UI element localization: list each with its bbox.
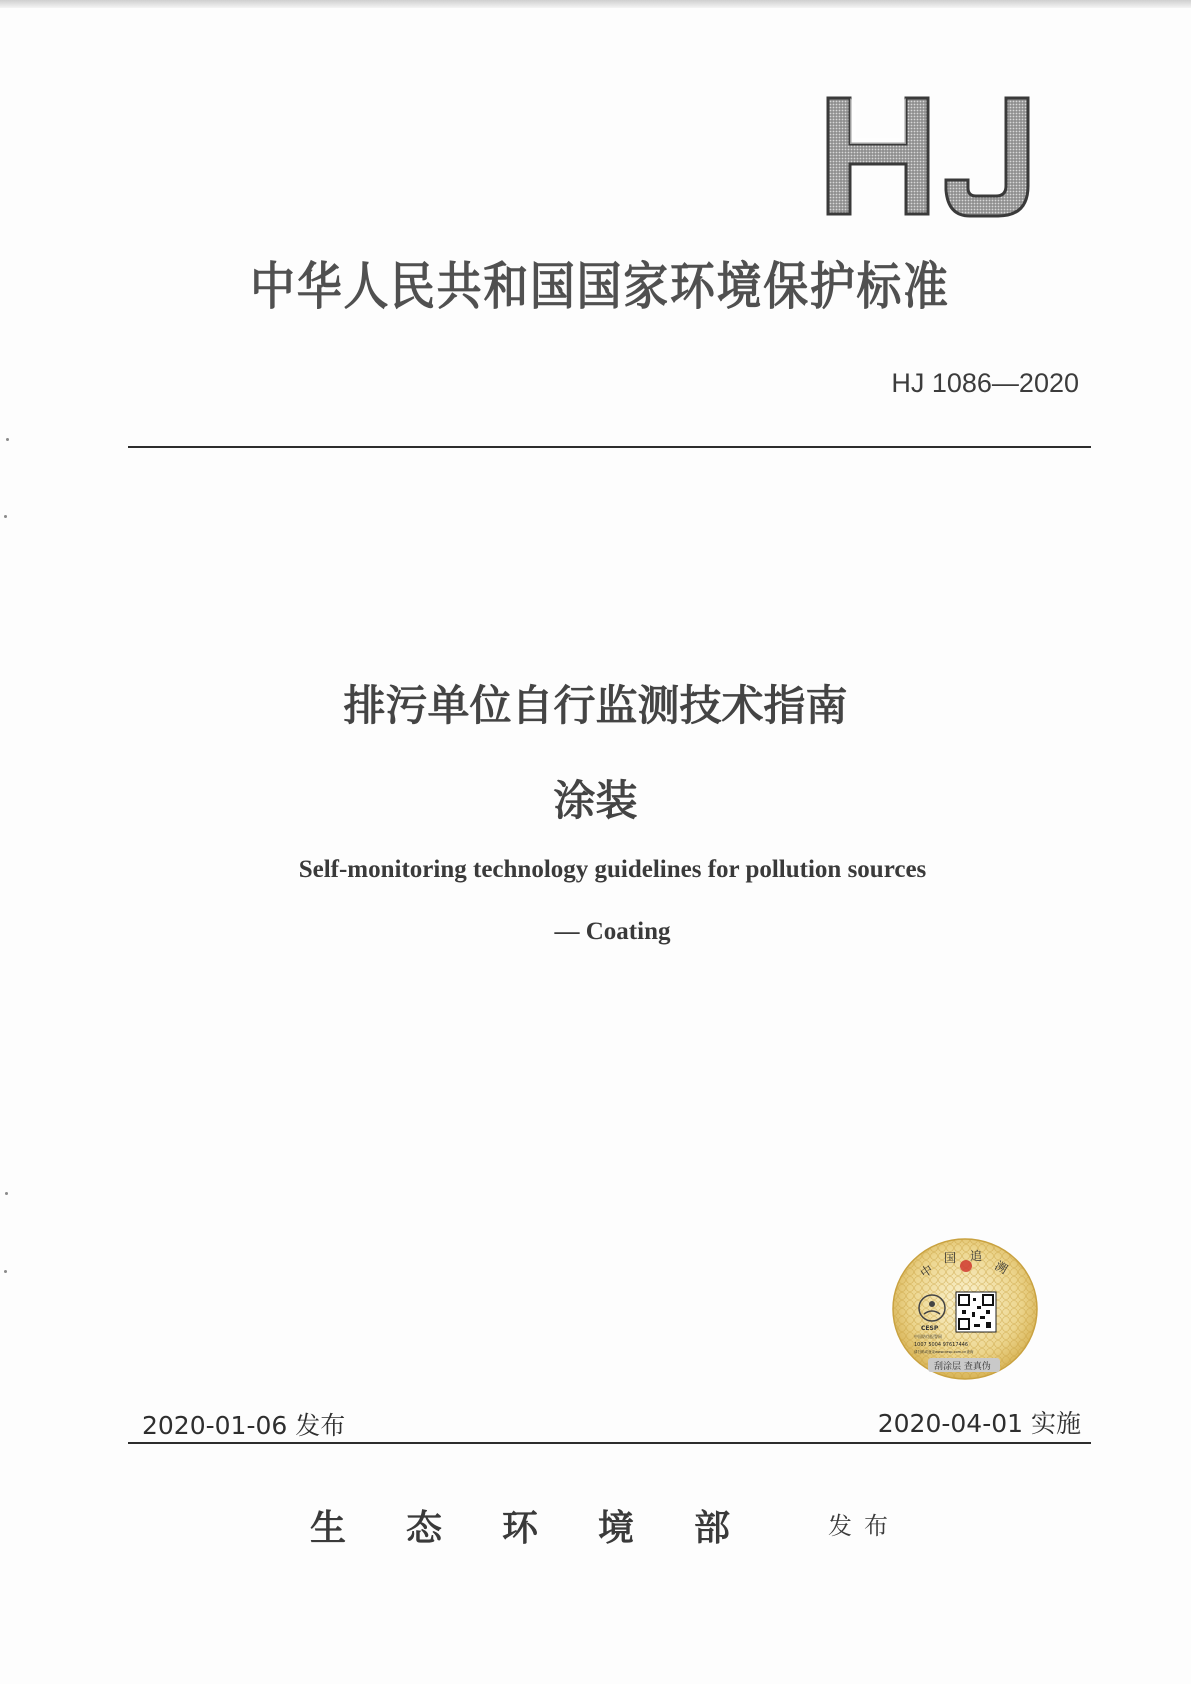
standard-number: HJ 1086—2020 <box>891 368 1079 398</box>
hj-logo <box>820 94 1060 220</box>
issuing-ministry: 生态环境部 <box>310 1507 791 1549</box>
issuer-suffix: 发布 <box>828 1512 900 1540</box>
standard-category-title: 中华人民共和国国家环境保护标准 <box>250 257 950 317</box>
anti-counterfeit-seal <box>890 1236 1040 1382</box>
bottom-divider <box>128 1442 1091 1444</box>
svg-text:1007 5004 97617446: 1007 5004 97617446 <box>914 1342 969 1348</box>
effective-date: 2020-04-01 实施 <box>877 1409 1081 1438</box>
chinese-title: 排污单位自行监测技术指南 <box>343 681 848 730</box>
issue-date: 2020-01-06 发布 <box>142 1411 346 1440</box>
svg-text:溯: 溯 <box>992 1258 1010 1277</box>
svg-text:请扫码或登录www.cesp.com.cn查询: 请扫码或登录www.cesp.com.cn查询 <box>914 1350 974 1354</box>
chinese-subtitle: 涂装 <box>553 776 638 825</box>
svg-text:国: 国 <box>944 1251 957 1265</box>
english-subtitle: — Coating <box>554 918 671 945</box>
scan-top-edge <box>0 0 1191 8</box>
svg-text:刮涂层 查真伪: 刮涂层 查真伪 <box>934 1362 991 1372</box>
svg-text:中: 中 <box>917 1262 936 1281</box>
english-title: Self-monitoring technology guidelines for pollution sources <box>298 856 927 883</box>
svg-text:CESP: CESP <box>921 1325 939 1332</box>
top-divider <box>128 446 1091 448</box>
svg-text:中国防伪报警网: 中国防伪报警网 <box>914 1334 942 1339</box>
svg-text:追: 追 <box>970 1249 983 1263</box>
